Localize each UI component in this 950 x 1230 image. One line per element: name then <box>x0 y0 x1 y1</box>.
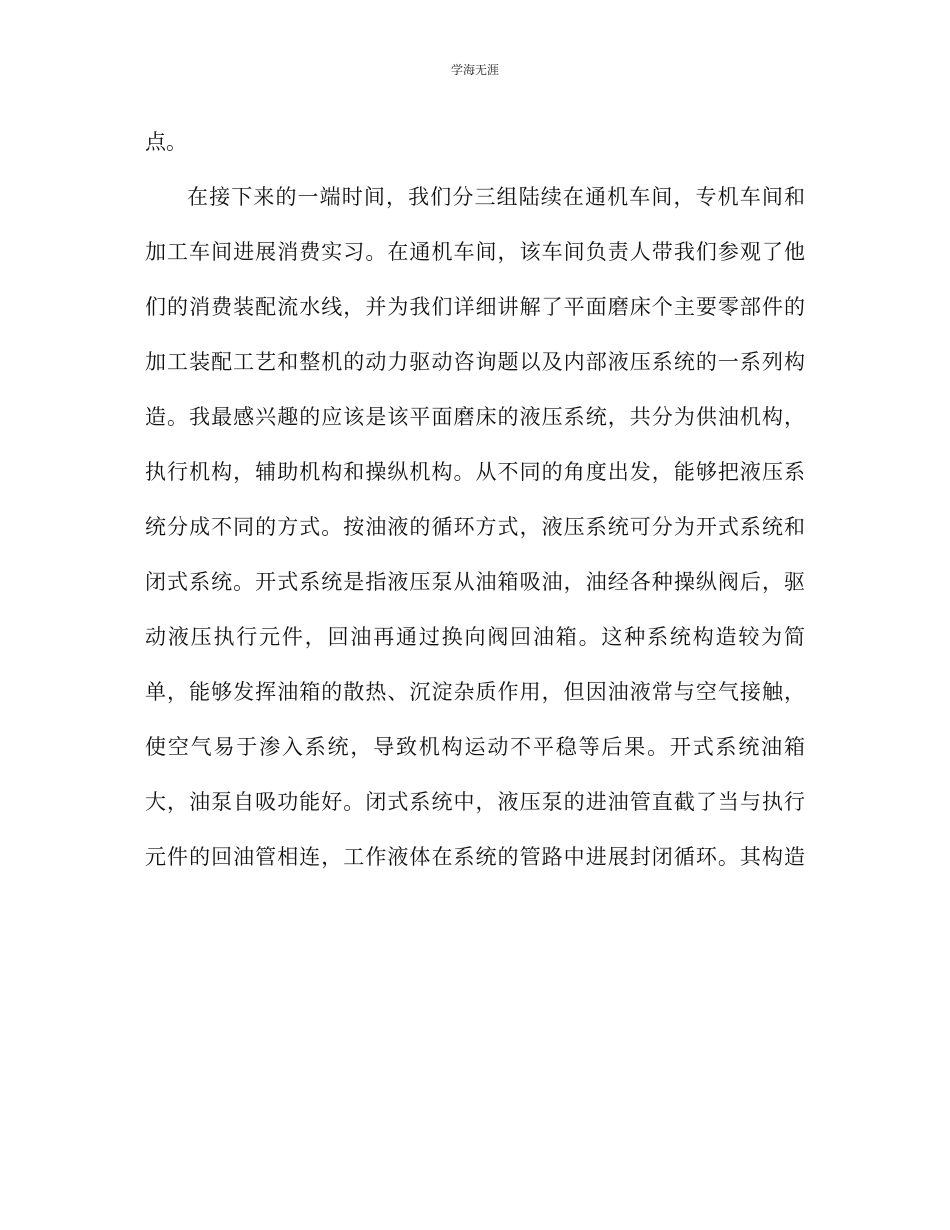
text-line: 大，油泵自吸功能好。闭式系统中，液压泵的进油管直截了当与执行 <box>145 790 805 814</box>
text-line: 统分成不同的方式。按油液的循环方式，液压系统可分为开式系统和 <box>145 515 805 539</box>
text-line: 使空气易于渗入系统，导致机构运动不平稳等后果。开式系统油箱 <box>145 735 805 759</box>
text-line: 点。 <box>145 130 187 154</box>
text-line: 单，能够发挥油箱的散热、沉淀杂质作用，但因油液常与空气接触， <box>145 680 805 704</box>
text-line: 加工装配工艺和整机的动力驱动咨询题以及内部液压系统的一系列构 <box>145 350 805 374</box>
text-line: 元件的回油管相连，工作液体在系统的管路中进展封闭循环。其构造 <box>145 845 805 869</box>
body-text <box>145 122 805 892</box>
text-line: 们的消费装配流水线，并为我们详细讲解了平面磨床个主要零部件的 <box>145 295 805 319</box>
text-line: 动液压执行元件，回油再通过换向阀回油箱。这种系统构造较为简 <box>145 625 805 649</box>
text-line: 执行机构，辅助机构和操纵机构。从不同的角度出发，能够把液压系 <box>145 460 805 484</box>
page-header: 学海无涯 <box>450 63 499 77</box>
text-line: 加工车间进展消费实习。在通机车间，该车间负责人带我们参观了他 <box>145 240 805 264</box>
text-line: 在接下来的一端时间，我们分三组陆续在通机车间，专机车间和 <box>187 185 805 209</box>
text-line: 闭式系统。开式系统是指液压泵从油箱吸油，油经各种操纵阀后，驱 <box>145 570 805 594</box>
text-line: 造。我最感兴趣的应该是该平面磨床的液压系统，共分为供油机构， <box>145 405 805 429</box>
